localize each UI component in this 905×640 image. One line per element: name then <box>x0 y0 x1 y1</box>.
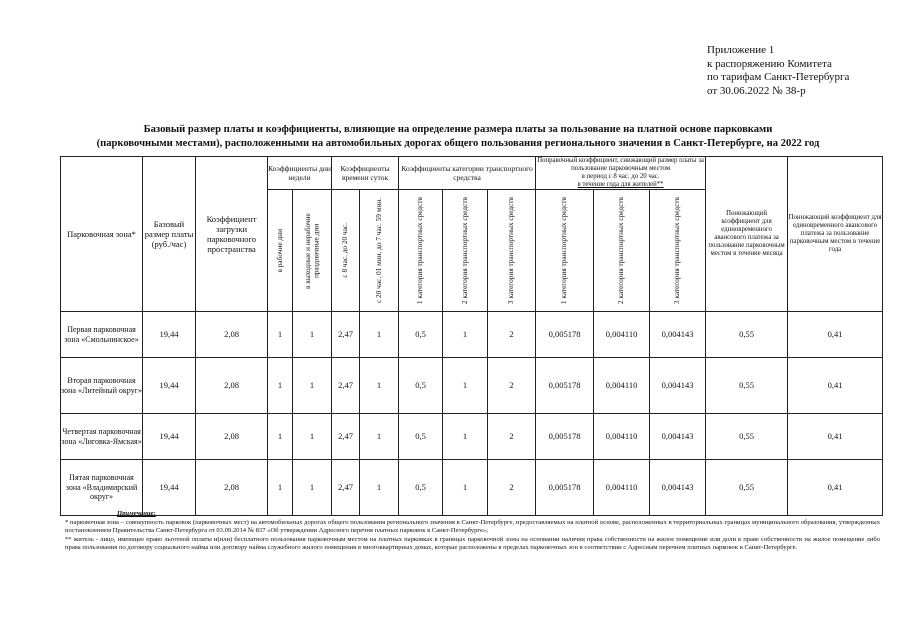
corr-3-cell: 0,004143 <box>650 460 706 516</box>
day-off-cell: 1 <box>293 358 332 414</box>
title-line-1: Базовый размер платы и коэффициенты, влияющие на определение размера платы за пользование на платной основе парковками <box>143 124 773 135</box>
time-day-cell: 2,47 <box>332 358 360 414</box>
zone-cell: Пятая парковочная зона «Владимирский округ» <box>61 460 143 516</box>
cat-3-cell: 2 <box>488 312 536 358</box>
header-category-group: Коэффициенты категории транспортного средства <box>399 157 536 190</box>
reduction-month-cell: 0,55 <box>706 312 788 358</box>
load-cell: 2,08 <box>196 312 268 358</box>
header-cat-3: 3 категория транспортных средств <box>506 196 516 305</box>
header-correction-line-2: в период с 8 час. до 20 час. <box>581 173 660 180</box>
corr-3-cell: 0,004143 <box>650 414 706 460</box>
time-night-cell: 1 <box>360 460 399 516</box>
header-corr-2: 2 категория транспортных средств <box>616 196 626 305</box>
header-corr-1: 1 категория транспортных средств <box>559 196 569 305</box>
tariff-table <box>60 156 883 516</box>
header-reduction-month: Понижающий коэффициент для единовременного авансового платежа за пользование парковочным местом в течение месяца <box>706 157 788 312</box>
header-day-off: в выходные и нерабочие праздничные дни <box>302 212 320 289</box>
reduction-year-cell: 0,41 <box>788 358 883 414</box>
day-off-cell: 1 <box>293 312 332 358</box>
corr-1-cell: 0,005178 <box>536 358 594 414</box>
document-title <box>30 123 886 151</box>
time-night-cell: 1 <box>360 358 399 414</box>
load-cell: 2,08 <box>196 460 268 516</box>
header-time-day: с 8 час. до 20 час. <box>340 223 350 278</box>
corr-3-cell: 0,004143 <box>650 312 706 358</box>
reduction-year-cell: 0,41 <box>788 460 883 516</box>
header-reduction-year: Понижающий коэффициент для единовременного авансового платежа за пользование парковочным местом в течение года <box>788 157 883 312</box>
day-work-cell: 1 <box>268 312 293 358</box>
load-cell: 2,08 <box>196 414 268 460</box>
notes-title: Примечание: <box>117 510 156 517</box>
corr-2-cell: 0,004110 <box>594 460 650 516</box>
title-line-2: (парковочными местами), расположенными на автомобильных дорогах общего пользования регионального значения в Санкт-Петербурге, на 2022 год <box>96 138 820 149</box>
cat-1-cell: 0,5 <box>399 414 443 460</box>
cat-2-cell: 1 <box>443 414 488 460</box>
corr-1-cell: 0,005178 <box>536 312 594 358</box>
corr-2-cell: 0,004110 <box>594 358 650 414</box>
header-correction-group <box>536 157 706 190</box>
reduction-month-cell: 0,55 <box>706 460 788 516</box>
appendix-line-4: от 30.06.2022 № 38-р <box>707 84 806 97</box>
cat-1-cell: 0,5 <box>399 358 443 414</box>
base-cell: 19,44 <box>143 312 196 358</box>
cat-1-cell: 0,5 <box>399 312 443 358</box>
header-time-night: с 20 час. 01 мин. до 7 час. 59 мин. <box>373 197 383 303</box>
reduction-year-cell: 0,41 <box>788 414 883 460</box>
note-zone-definition: * парковочная зона – совокупность парковок (парковочных мест) на автомобильных дорогах общего пользования регионального значения в Санкт-Петербурге, предоставляемых на платной основе, расположенных в территориальных границах муниципального образования, утвержденных постановлением Правительства Санкт-Петербурга от 03.09.2014 № 837 «Об утверждении Адресного перечня платных парковок в Санкт-Петербурге»; <box>65 518 880 535</box>
note-resident-definition: ** житель - лицо, имеющее право льготной оплаты и(или) бесплатного пользования парковочным местом на платных парковках в границах парковочной зоны на основании наличия права собственности на жилое помещение или доли в праве собственности на жилое помещение либо права пользования по договору социального найма или договору найма служебного жилого помещения в многоквартирных домах, которые расположены в пределах парковочных зон в соответствии с Адресным перечнем платных парковок в Санкт-Петербурге. <box>65 535 880 552</box>
corr-3-cell: 0,004143 <box>650 358 706 414</box>
header-time-group: Коэффициенты времени суток <box>332 157 399 190</box>
corr-1-cell: 0,005178 <box>536 460 594 516</box>
load-cell: 2,08 <box>196 358 268 414</box>
cat-3-cell: 2 <box>488 414 536 460</box>
header-days-group: Коэффициенты дни недели <box>268 157 332 190</box>
header-day-work: в рабочие дни <box>274 228 284 273</box>
header-correction-line-1: Поправочный коэффициент, снижающий размер платы за пользование парковочным местом <box>537 157 704 172</box>
header-load-coef: Коэффициент загрузки парковочного пространства <box>196 157 268 312</box>
zone-cell: Вторая парковочная зона «Литейный округ» <box>61 358 143 414</box>
corr-2-cell: 0,004110 <box>594 312 650 358</box>
corr-2-cell: 0,004110 <box>594 414 650 460</box>
cat-2-cell: 1 <box>443 358 488 414</box>
cat-3-cell: 2 <box>488 460 536 516</box>
base-cell: 19,44 <box>143 358 196 414</box>
reduction-month-cell: 0,55 <box>706 358 788 414</box>
time-night-cell: 1 <box>360 312 399 358</box>
day-work-cell: 1 <box>268 460 293 516</box>
appendix-block <box>707 44 897 98</box>
day-off-cell: 1 <box>293 460 332 516</box>
header-zone: Парковочная зона* <box>61 157 143 312</box>
time-night-cell: 1 <box>360 414 399 460</box>
time-day-cell: 2,47 <box>332 312 360 358</box>
appendix-line-1: Приложение 1 <box>707 44 775 56</box>
base-cell: 19,44 <box>143 414 196 460</box>
notes-block <box>65 510 880 553</box>
header-base-rate: Базовый размер платы (руб./час) <box>143 157 196 312</box>
cat-2-cell: 1 <box>443 312 488 358</box>
day-work-cell: 1 <box>268 414 293 460</box>
table-row <box>61 414 883 460</box>
corr-1-cell: 0,005178 <box>536 414 594 460</box>
time-day-cell: 2,47 <box>332 414 360 460</box>
table-row <box>61 358 883 414</box>
header-cat-1: 1 категория транспортных средств <box>415 196 425 305</box>
cat-2-cell: 1 <box>443 460 488 516</box>
reduction-month-cell: 0,55 <box>706 414 788 460</box>
zone-cell: Четвертая парковочная зона «Лиговка-Ямская» <box>61 414 143 460</box>
header-correction-line-3: в течение года для жителей** <box>577 181 664 188</box>
time-day-cell: 2,47 <box>332 460 360 516</box>
zone-cell: Первая парковочная зона «Смольнинское» <box>61 312 143 358</box>
base-cell: 19,44 <box>143 460 196 516</box>
cat-1-cell: 0,5 <box>399 460 443 516</box>
appendix-line-3: по тарифам Санкт-Петербурга <box>707 71 850 83</box>
table-row <box>61 312 883 358</box>
day-work-cell: 1 <box>268 358 293 414</box>
header-corr-3: 3 категория транспортных средств <box>672 196 682 305</box>
table-row <box>61 460 883 516</box>
appendix-line-2: к распоряжению Комитета <box>707 57 832 70</box>
cat-3-cell: 2 <box>488 358 536 414</box>
reduction-year-cell: 0,41 <box>788 312 883 358</box>
header-cat-2: 2 категория транспортных средств <box>459 196 469 305</box>
day-off-cell: 1 <box>293 414 332 460</box>
